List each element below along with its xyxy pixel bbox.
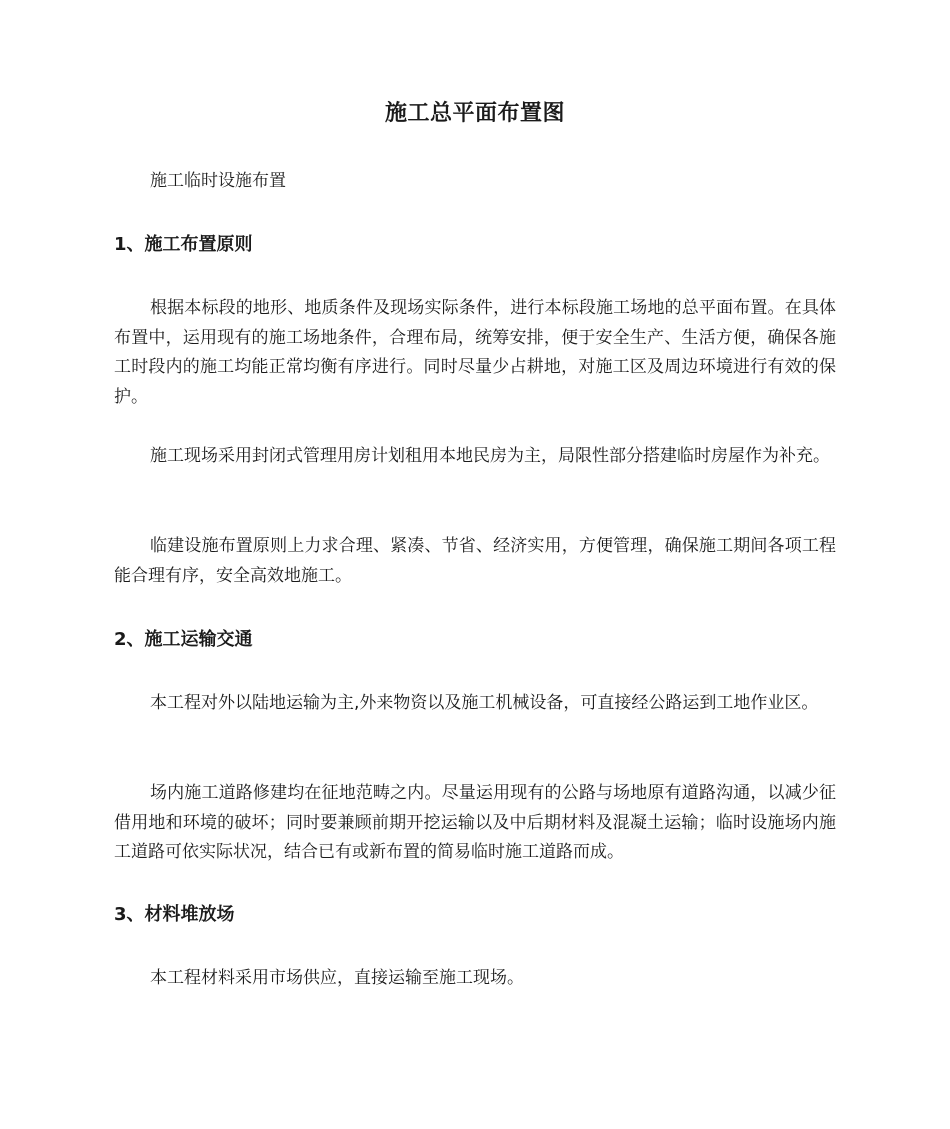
section-1-paragraph-2: 施工现场采用封闭式管理用房计划租用本地民房为主，局限性部分搭建临时房屋作为补充。	[150, 446, 830, 466]
section-1-paragraph-3: 临建设施布置原则上力求合理、紧凑、节省、经济实用，方便管理，确保施工期间各项工程能合理有序，安全高效地施工。	[114, 536, 836, 586]
section-1-paragraph-1: 根据本标段的地形、地质条件及现场实际条件，进行本标段施工场地的总平面布置。在具体布置中，运用现有的施工场地条件，合理布局，统筹安排，便于安全生产、生活方便，确保各施工时段内的施工均能正常均衡有序进行。同时尽量少占耕地，对施工区及周边环境进行有效的保护。	[114, 298, 836, 407]
section-heading-3: 3、材料堆放场	[114, 904, 235, 925]
section-heading-1: 1、施工布置原则	[114, 234, 253, 255]
document-title: 施工总平面布置图	[384, 101, 565, 126]
section-3-paragraph-1: 本工程材料采用市场供应，直接运输至施工现场。	[150, 968, 524, 988]
section-heading-2: 2、施工运输交通	[114, 629, 253, 650]
section-2-paragraph-2: 场内施工道路修建均在征地范畴之内。尽量运用现有的公路与场地原有道路沟通，以减少征借用地和环境的破坏；同时要兼顾前期开挖运输以及中后期材料及混凝土运输；临时设施场内施工道路可依实际状况，结合已有或新布置的简易临时施工道路而成。	[114, 783, 836, 862]
document-subtitle: 施工临时设施布置	[150, 171, 286, 191]
section-2-paragraph-1: 本工程对外以陆地运输为主,外来物资以及施工机械设备，可直接经公路运到工地作业区。	[150, 693, 819, 713]
